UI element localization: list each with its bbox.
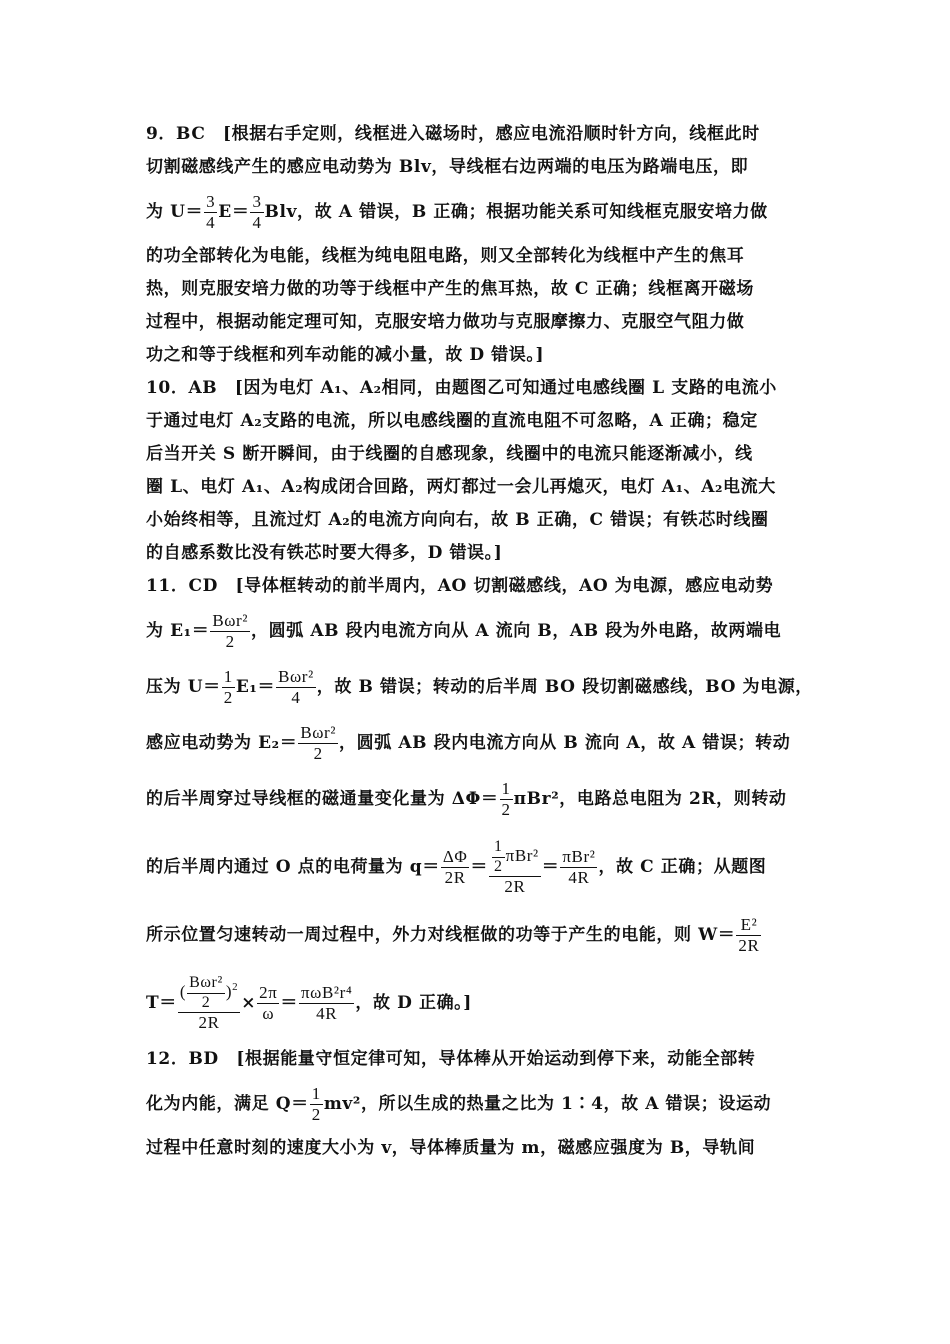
denominator: 2 <box>225 632 235 651</box>
text-line <box>146 1076 814 1132</box>
fraction <box>492 838 505 876</box>
fraction <box>250 192 263 232</box>
text-run: ，圆弧 AB 段内电流方向从 B 流向 A，故 A 错误；转动 <box>339 733 791 753</box>
solution-text <box>146 118 814 1165</box>
text-run: ，故 C 正确；从题图 <box>598 857 767 877</box>
numerator: 3 <box>206 192 216 212</box>
fraction <box>298 723 338 763</box>
text-run: ＝ <box>541 857 560 877</box>
text-line: 热，则克服安培力做的功等于线框中产生的焦耳热，故 C 正确；线框离开磁场 <box>146 279 754 299</box>
text-line: 的功全部转化为电能，线框为纯电阻电路，则又全部转化为线框中产生的焦耳 <box>146 246 745 266</box>
fraction <box>560 847 597 887</box>
numerator: 1 <box>223 667 233 687</box>
fraction <box>276 667 316 707</box>
numerator: ΔΦ <box>442 847 468 867</box>
text-line <box>146 771 814 827</box>
fraction <box>310 1084 323 1124</box>
denominator: 2 <box>223 688 233 707</box>
text-run: 压为 U＝ <box>146 677 221 697</box>
text-line <box>146 715 814 771</box>
text-run: ＝ <box>280 993 298 1013</box>
text-line <box>146 907 814 963</box>
numerator: πBr² <box>562 847 596 867</box>
compound-fraction <box>489 838 541 896</box>
text-run: ，圆弧 AB 段内电流方向从 A 流向 B，AB 段为外电路，故两端电 <box>251 621 782 641</box>
denominator: 2R <box>504 877 526 897</box>
text-line: 12．BD [根据能量守恒定律可知，导体棒从开始运动到停下来，动能全部转 <box>146 1049 756 1069</box>
denominator: 4R <box>316 1004 338 1023</box>
text-run: E₁＝ <box>235 677 276 697</box>
text-run: 的后半周内通过 O 点的电荷量为 q＝ <box>146 857 440 877</box>
numerator: 1 <box>492 838 505 857</box>
numerator: E² <box>736 915 761 936</box>
fraction <box>500 779 513 819</box>
text-run: 所示位置匀速转动一周过程中，外力对线框做的功等于产生的电能，则 W＝ <box>146 925 736 945</box>
fraction <box>204 192 217 232</box>
fraction <box>210 611 250 651</box>
fraction <box>187 974 225 1012</box>
numerator: ( $\frac{\text{Bωr²}}{2}$ )$^2$ <box>178 974 240 1013</box>
numerator: Bωr² <box>300 723 337 743</box>
fraction <box>222 667 235 707</box>
text-run: E＝ <box>218 202 250 222</box>
text-line: 小始终相等，且流过灯 A₂的电流方向向右，故 B 正确，C 错误；有铁芯时线圈 <box>146 510 769 530</box>
text-run: Blv，故 A 错误，B 正确；根据功能关系可知线框克服安培力做 <box>264 202 768 222</box>
fraction <box>257 983 279 1023</box>
answer-9 <box>146 118 814 372</box>
numerator: 2π <box>259 983 278 1003</box>
text-run: πBr²，电路总电阻为 2R，则转动 <box>513 789 787 809</box>
numerator: πωB²r⁴ <box>301 983 353 1003</box>
denominator: 2 <box>494 857 503 875</box>
compound-fraction <box>178 974 240 1032</box>
numerator: 3 <box>252 192 262 212</box>
denominator: 2 <box>311 1105 321 1124</box>
text-run: 的后半周穿过导线框的磁通量变化量为 ΔΦ＝ <box>146 789 499 809</box>
text-line: 的自感系数比没有铁芯时要大得多，D 错误。] <box>146 543 503 563</box>
denominator: 2 <box>201 993 211 1011</box>
text-run: ＝ <box>470 857 489 877</box>
denominator: 4 <box>252 213 262 232</box>
numerator: 1 <box>311 1084 321 1104</box>
text-line: 切割磁感线产生的感应电动势为 Blv，导线框右边两端的电压为路端电压，即 <box>146 157 749 177</box>
numerator: 1 <box>501 779 511 799</box>
answer-10 <box>146 372 814 570</box>
answer-11 <box>146 570 814 1043</box>
denominator: 4 <box>291 688 301 707</box>
text-run: 为 E₁＝ <box>146 621 210 641</box>
text-line <box>146 827 814 907</box>
denominator: 4R <box>568 868 590 887</box>
fraction <box>736 915 761 955</box>
denominator: 2 <box>313 744 323 763</box>
numerator: Bωr² <box>212 611 249 631</box>
text-line <box>146 603 814 659</box>
text-line <box>146 963 814 1043</box>
text-run: 为 U＝ <box>146 202 204 222</box>
text-line: 过程中，根据动能定理可知，克服安培力做功与克服摩擦力、克服空气阻力做 <box>146 312 745 332</box>
text-line: 功之和等于线框和列车动能的减小量，故 D 错误。] <box>146 345 545 365</box>
text-line: 9．BC [根据右手定则，线框进入磁场时，感应电流沿顺时针方向，线框此时 <box>146 124 760 144</box>
text-line: 过程中任意时刻的速度大小为 v，导体棒质量为 m，磁感应强度为 B，导轨间 <box>146 1138 756 1158</box>
denominator: 2 <box>501 800 511 819</box>
fraction <box>441 847 470 887</box>
denominator: ω <box>262 1004 275 1023</box>
text-line <box>146 184 814 240</box>
numerator: Bωr² <box>187 974 225 993</box>
text-line <box>146 659 814 715</box>
text-run: ，故 D 正确。] <box>355 993 472 1013</box>
exponent: 2 <box>232 981 239 994</box>
text-run: ，故 B 错误；转动的后半周 BO 段切割磁感线，BO 为电源， <box>316 677 813 697</box>
text-run: πBr² <box>505 846 539 866</box>
numerator: Bωr² <box>278 667 314 687</box>
numerator <box>489 838 541 877</box>
text-line: 后当开关 S 断开瞬间，由于线圈的自感现象，线圈中的电流只能逐渐减小，线 <box>146 444 753 464</box>
text-line: 11．CD [导体框转动的前半周内，AO 切割磁感线，AO 为电源，感应电动势 <box>146 576 774 596</box>
answer-12 <box>146 1043 814 1165</box>
text-line: 圈 L、电灯 A₁、A₂构成闭合回路，两灯都过一会儿再熄灭，电灯 A₁、A₂电流大 <box>146 477 776 497</box>
text-run: mv²，所以生成的热量之比为 1∶4，故 A 错误；设运动 <box>323 1094 772 1114</box>
text-run: 感应电动势为 E₂＝ <box>146 733 298 753</box>
text-run: × <box>241 993 257 1013</box>
text-line: 10．AB [因为电灯 A₁、A₂相同，由题图乙可知通过电感线圈 L 支路的电流小 <box>146 378 777 398</box>
text-line: 于通过电灯 A₂支路的电流，所以电感线圈的直流电阻不可忽略，A 正确；稳定 <box>146 411 758 431</box>
denominator: 2R <box>198 1013 220 1033</box>
text-run: 化为内能，满足 Q＝ <box>146 1094 309 1114</box>
denominator: 2R <box>738 936 760 955</box>
text-run: T＝ <box>146 993 177 1013</box>
fraction <box>299 983 354 1023</box>
denominator: 4 <box>206 213 216 232</box>
denominator: 2R <box>444 868 466 887</box>
